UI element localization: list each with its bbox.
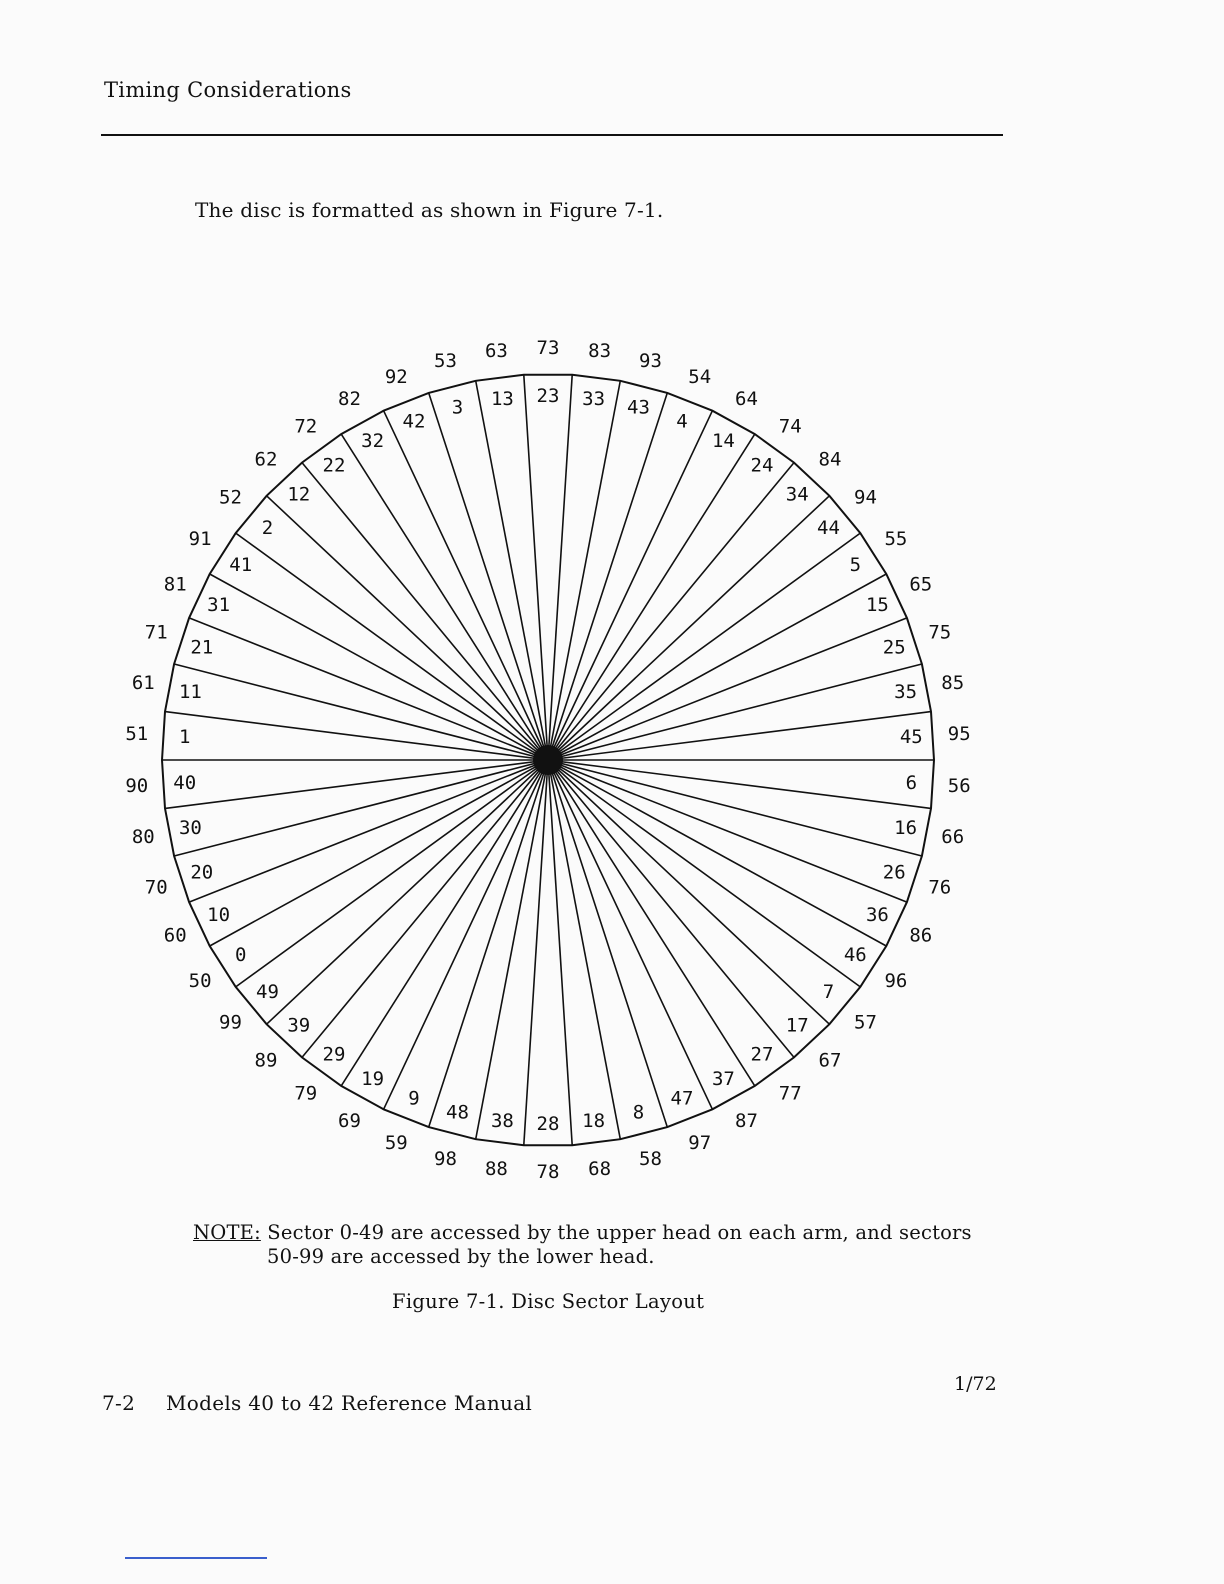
- inner-sector-label: 10: [207, 904, 231, 926]
- outer-sector-label: 78: [536, 1161, 560, 1183]
- page-number: 7-2: [102, 1391, 136, 1415]
- outer-sector-label: 57: [854, 1011, 877, 1034]
- inner-sector-label: 17: [785, 1014, 809, 1037]
- outer-sector-label: 50: [188, 969, 212, 992]
- outer-sector-label: 86: [909, 924, 933, 947]
- inner-sector-label: 3: [451, 396, 464, 419]
- sector-boundary-line: [384, 760, 548, 1109]
- sector-boundary-line: [384, 411, 548, 760]
- outer-sector-label: 98: [434, 1148, 457, 1171]
- disc-hub: [533, 745, 563, 775]
- note-text-line1: Sector 0-49 are accessed by the upper head on each arm, and sectors: [267, 1221, 972, 1244]
- sector-boundary-line: [189, 760, 548, 902]
- note-text-line2: 50-99 are accessed by the lower head.: [267, 1245, 655, 1268]
- inner-sector-label: 20: [190, 861, 214, 884]
- outer-sector-label: 83: [588, 340, 612, 363]
- outer-sector-label: 55: [884, 528, 908, 551]
- outer-sector-label: 94: [854, 486, 877, 509]
- sector-boundary-line: [548, 760, 572, 1145]
- inner-sector-label: 44: [817, 517, 840, 539]
- sector-boundary-line: [548, 463, 794, 760]
- inner-sector-label: 11: [178, 680, 202, 703]
- outer-sector-label: 68: [588, 1157, 612, 1180]
- sector-boundary-line: [548, 375, 572, 760]
- inner-sector-label: 2: [261, 517, 274, 539]
- outer-sector-label: 73: [536, 337, 560, 359]
- outer-sector-label: 63: [484, 340, 508, 363]
- inner-sector-label: 35: [894, 680, 918, 703]
- outer-sector-label: 56: [947, 774, 971, 797]
- inner-sector-label: 42: [402, 410, 426, 433]
- note-label: NOTE:: [193, 1221, 261, 1244]
- inner-sector-label: 22: [322, 454, 346, 477]
- inner-sector-label: 19: [361, 1068, 385, 1090]
- inner-sector-label: 16: [894, 817, 918, 840]
- inner-sector-label: 32: [361, 430, 385, 452]
- outer-sector-label: 62: [254, 448, 278, 471]
- inner-sector-label: 5: [849, 554, 862, 576]
- inner-sector-label: 34: [785, 483, 809, 506]
- outer-sector-label: 82: [338, 388, 361, 410]
- outer-sector-label: 64: [735, 388, 758, 410]
- page-footer: [102, 1391, 532, 1415]
- inner-sector-label: 39: [287, 1014, 311, 1037]
- outer-sector-label: 91: [188, 528, 212, 551]
- inner-sector-label: 15: [865, 594, 889, 616]
- link-underline[interactable]: [125, 1557, 267, 1559]
- outer-sector-label: 61: [131, 671, 155, 694]
- outer-sector-label: 74: [778, 415, 802, 438]
- inner-sector-label: 48: [446, 1101, 469, 1124]
- intro-paragraph: The disc is formatted as shown in Figure 7-1.: [195, 198, 664, 222]
- inner-sector-label: 31: [207, 594, 231, 616]
- sector-boundary-line: [548, 618, 907, 760]
- outer-sector-label: 71: [144, 621, 168, 644]
- running-header: Timing Considerations: [104, 78, 352, 102]
- outer-sector-label: 51: [125, 723, 149, 746]
- inner-sector-label: 46: [843, 944, 867, 966]
- inner-sector-label: 9: [408, 1087, 420, 1110]
- inner-sector-label: 23: [536, 385, 560, 407]
- inner-sector-label: 40: [173, 771, 197, 794]
- revision-date: 1/72: [954, 1373, 997, 1395]
- inner-sector-label: 47: [670, 1087, 694, 1110]
- inner-sector-label: 1: [178, 726, 191, 749]
- figure-caption: Figure 7-1. Disc Sector Layout: [392, 1290, 705, 1313]
- sector-boundary-line: [524, 760, 548, 1145]
- inner-sector-label: 45: [899, 726, 923, 749]
- sector-boundary-line: [548, 411, 712, 760]
- sector-boundary-line: [302, 760, 548, 1057]
- outer-sector-label: 99: [219, 1011, 242, 1034]
- sector-boundary-line: [548, 664, 922, 760]
- outer-sector-label: 87: [735, 1110, 758, 1132]
- outer-sector-label: 79: [294, 1082, 318, 1105]
- sector-boundary-line: [548, 760, 794, 1057]
- sector-boundary-line: [189, 618, 548, 760]
- inner-sector-label: 0: [234, 944, 247, 966]
- inner-sector-label: 28: [536, 1113, 560, 1135]
- outer-sector-label: 66: [941, 826, 965, 849]
- inner-sector-label: 13: [490, 387, 514, 410]
- outer-sector-label: 65: [909, 573, 933, 596]
- outer-sector-label: 67: [818, 1049, 842, 1072]
- inner-sector-label: 27: [750, 1043, 774, 1066]
- outer-sector-label: 76: [928, 876, 952, 899]
- sector-boundary-line: [548, 760, 712, 1109]
- outer-sector-label: 70: [144, 876, 168, 899]
- sector-boundary-line: [548, 760, 922, 856]
- outer-sector-label: 89: [254, 1049, 278, 1072]
- inner-sector-label: 4: [676, 410, 688, 433]
- outer-sector-label: 60: [163, 924, 187, 947]
- inner-sector-label: 8: [632, 1101, 645, 1124]
- inner-sector-label: 38: [490, 1110, 514, 1133]
- inner-sector-label: 18: [582, 1110, 606, 1133]
- outer-sector-label: 54: [688, 365, 712, 388]
- inner-sector-label: 49: [256, 981, 279, 1003]
- outer-sector-label: 90: [125, 774, 149, 797]
- inner-sector-label: 14: [711, 430, 735, 452]
- outer-sector-label: 80: [131, 826, 155, 849]
- outer-sector-label: 72: [294, 415, 318, 438]
- inner-sector-label: 36: [865, 904, 889, 926]
- outer-sector-label: 59: [384, 1132, 408, 1155]
- inner-sector-label: 25: [882, 636, 906, 659]
- sector-boundary-line: [524, 375, 548, 760]
- inner-sector-label: 7: [822, 981, 835, 1003]
- outer-sector-label: 69: [338, 1110, 361, 1132]
- outer-sector-label: 95: [947, 723, 971, 746]
- sector-boundary-line: [174, 760, 548, 856]
- inner-sector-label: 43: [627, 396, 650, 419]
- inner-sector-label: 24: [750, 454, 774, 477]
- outer-sector-label: 88: [484, 1157, 508, 1180]
- manual-title: Models 40 to 42 Reference Manual: [166, 1391, 533, 1415]
- outer-sector-label: 77: [778, 1082, 802, 1105]
- inner-sector-label: 12: [287, 483, 311, 506]
- outer-sector-label: 75: [928, 621, 952, 644]
- inner-sector-label: 41: [229, 554, 253, 576]
- sector-boundary-line: [302, 463, 548, 760]
- outer-sector-label: 92: [384, 365, 408, 388]
- inner-sector-label: 37: [711, 1068, 735, 1090]
- outer-sector-label: 52: [219, 486, 242, 509]
- outer-sector-label: 97: [688, 1132, 712, 1155]
- outer-sector-label: 81: [163, 573, 187, 596]
- outer-sector-label: 58: [639, 1148, 662, 1171]
- sector-boundary-line: [548, 760, 907, 902]
- outer-sector-label: 84: [818, 448, 842, 471]
- inner-sector-label: 29: [322, 1043, 346, 1066]
- inner-sector-label: 30: [178, 817, 202, 840]
- inner-sector-label: 26: [882, 861, 906, 884]
- outer-sector-label: 93: [639, 349, 662, 372]
- sector-boundary-line: [174, 664, 548, 760]
- outer-sector-label: 53: [434, 349, 457, 372]
- inner-sector-label: 6: [905, 771, 918, 794]
- outer-sector-label: 85: [941, 671, 965, 694]
- outer-sector-label: 96: [884, 969, 908, 992]
- inner-sector-label: 33: [582, 387, 606, 410]
- inner-sector-label: 21: [190, 636, 214, 659]
- figure-note: [193, 1221, 972, 1269]
